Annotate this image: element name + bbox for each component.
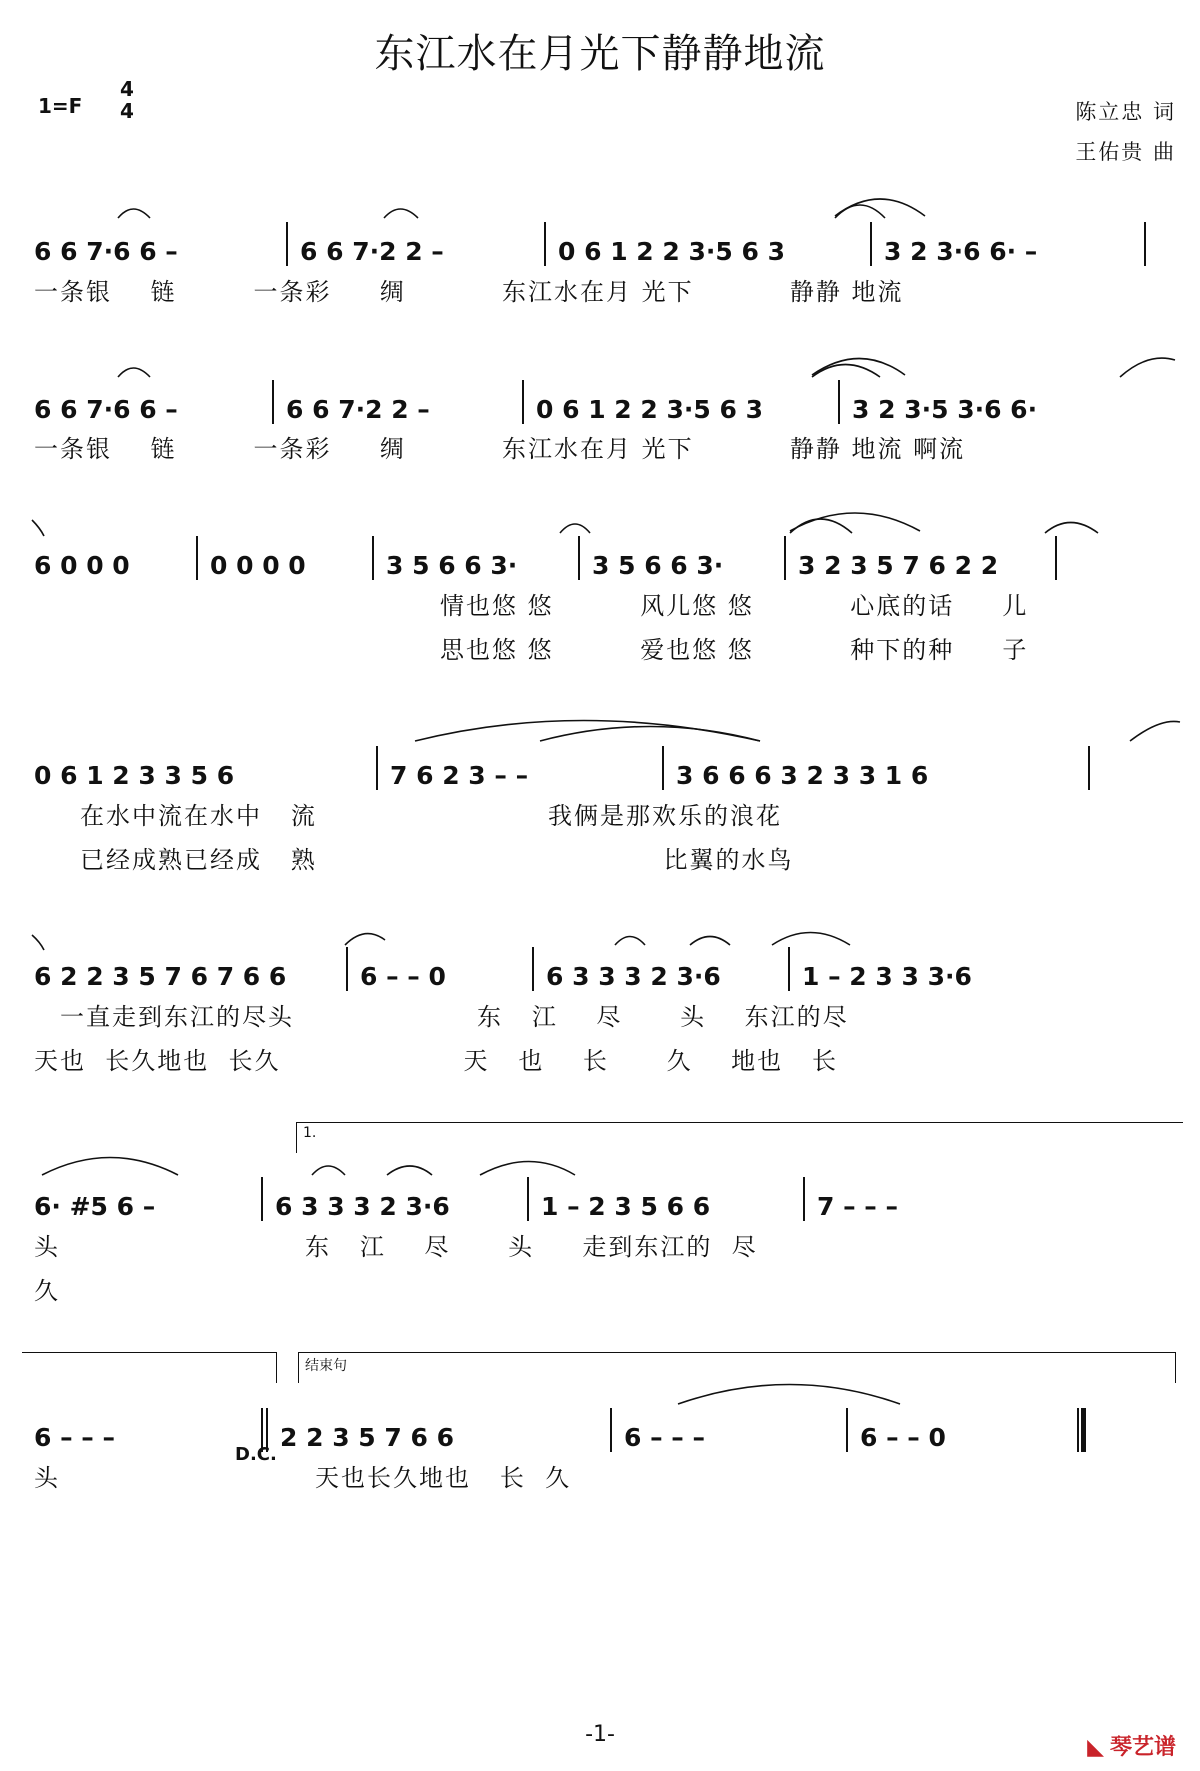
slur [835, 199, 925, 216]
measure: 0 6 1 2 2 3·5 6 3 [558, 237, 785, 266]
barline [803, 1177, 805, 1221]
slur [615, 937, 645, 946]
measure: 6 – – 0 [860, 1423, 946, 1452]
lyric-line: 头 [34, 1464, 60, 1492]
lyric-line: 头 [34, 1233, 60, 1261]
barline [196, 536, 198, 580]
slur [480, 1162, 575, 1176]
lyric-line: 在水中流在水中 流 我俩是那欢乐的浪花 [80, 802, 782, 830]
measure: 0 0 0 0 [210, 551, 306, 580]
slur [312, 1166, 345, 1175]
slur [790, 513, 920, 531]
barline [662, 746, 664, 790]
measure: 6 6 7·2 2 – [286, 395, 430, 424]
slur [772, 933, 850, 946]
slur [32, 520, 44, 536]
measure: 6 6 7·6 6 – [34, 395, 178, 424]
measure: 0 6 1 2 3 3 5 6 [34, 761, 235, 790]
barline [788, 947, 790, 991]
slur [678, 1385, 900, 1405]
measure: 3 2 3·6 6· – [884, 237, 1038, 266]
lyric-line: 情也悠 悠 风儿悠 悠 心底的话 儿 [440, 592, 1029, 620]
lyric-line: 思也悠 悠 爱也悠 悠 种下的种 子 [440, 636, 1029, 664]
brand-name: 琴艺谱 [1109, 1735, 1176, 1760]
measure: 6 3 3 3 2 3·6 [275, 1192, 450, 1221]
measure: 6· #5 6 – [34, 1192, 156, 1221]
measure: 3 5 6 6 3· [386, 551, 518, 580]
composer: 王佑贵 曲 [1075, 140, 1176, 164]
slur [560, 524, 590, 533]
slur [384, 209, 418, 218]
measure: 7 – – – [817, 1192, 899, 1221]
measure: 6 6 7·2 2 – [300, 237, 444, 266]
slur [540, 727, 760, 742]
barline [846, 1408, 848, 1452]
barline [346, 947, 348, 991]
page-title: 东江水在月光下静静地流 [374, 31, 826, 77]
measure: 6 – – – [624, 1423, 706, 1452]
measure: 6 – – 0 [360, 962, 446, 991]
measure: 6 0 0 0 [34, 551, 130, 580]
page-number: -1- [585, 1722, 615, 1747]
barline [544, 222, 546, 266]
measure: 6 2 2 3 5 7 6 7 6 6 [34, 962, 287, 991]
measure: 3 6 6 6 3 2 3 3 1 6 [676, 761, 929, 790]
key-signature: 1=F [38, 94, 83, 118]
volta-bracket-end [22, 1352, 277, 1383]
barline [522, 380, 524, 424]
measure: 6 3 3 3 2 3·6 [546, 962, 721, 991]
barline [610, 1408, 612, 1452]
slur [387, 1166, 432, 1175]
measure: 7 6 2 3 – – [390, 761, 529, 790]
lyricist: 陈立忠 词 [1075, 100, 1176, 124]
slur [42, 1158, 178, 1176]
barline [532, 947, 534, 991]
barline [1144, 222, 1146, 266]
brand-logo [1087, 1730, 1176, 1761]
score-system-1 [34, 222, 1158, 266]
barline [376, 746, 378, 790]
measure: 6 – – – [34, 1423, 116, 1452]
barline [784, 536, 786, 580]
slur [835, 205, 885, 218]
time-signature-bottom: 4 [120, 99, 134, 123]
dc-marking: D.C. [235, 1444, 277, 1465]
lyric-line: 久 [34, 1277, 60, 1305]
barline [838, 380, 840, 424]
score-system-6 [34, 1177, 982, 1221]
lyric-line: 已经成熟已经成 熟 比翼的水鸟 [80, 846, 794, 874]
volta-bracket-1: 1. [296, 1122, 1183, 1153]
measure: 1 – 2 3 5 6 6 [541, 1192, 711, 1221]
measure: 2 2 3 5 7 6 6 [280, 1423, 454, 1452]
barline [272, 380, 274, 424]
lyric-line: 一条银 链 一条彩 绸 东江水在月 光下 静静 地流 啊流 [34, 435, 966, 463]
final-barline [1077, 1408, 1086, 1452]
score-system-3 [34, 536, 1069, 580]
score-system-5 [34, 947, 1052, 991]
lyric-line: 东 江 尽 头 走到东江的 尽 [305, 1233, 758, 1261]
measure: 3 2 3 5 7 6 2 2 [798, 551, 999, 580]
measure: 1 – 2 3 3 3·6 [802, 962, 972, 991]
score-system-4 [34, 746, 1102, 790]
barline [1055, 536, 1057, 580]
barline [527, 1177, 529, 1221]
time-signature [118, 78, 136, 122]
slur [790, 519, 852, 533]
slur [812, 359, 905, 376]
slur [1120, 358, 1175, 377]
time-signature-top: 4 [120, 77, 134, 101]
slur [1045, 523, 1098, 534]
ending-bracket: 结束句 [298, 1352, 1176, 1383]
measure: 0 6 1 2 2 3·5 6 3 [536, 395, 763, 424]
barline [286, 222, 288, 266]
slur [345, 934, 385, 945]
barline [870, 222, 872, 266]
lyric-line: 一直走到东江的尽头 东 江 尽 头 东江的尽 [60, 1003, 849, 1031]
slur [415, 721, 760, 742]
score-system-2 [34, 380, 1132, 424]
measure: 3 5 6 6 3· [592, 551, 724, 580]
slur [812, 365, 880, 378]
lyric-line: 一条银 链 一条彩 绸 东江水在月 光下 静静 地流 [34, 278, 904, 306]
score-system-7 [34, 1408, 1098, 1452]
barline [372, 536, 374, 580]
barline [1088, 746, 1090, 790]
measure: 3 2 3·5 3·6 6· [852, 395, 1038, 424]
lyric-line: 天也长久地也 长 久 [315, 1464, 572, 1492]
slur [118, 368, 150, 377]
barline [261, 1177, 263, 1221]
measure: 6 6 7·6 6 – [34, 237, 178, 266]
slur [690, 937, 730, 946]
lyric-line: 天也 长久地也 长久 天 也 长 久 地也 长 [34, 1047, 839, 1075]
slur [1130, 721, 1180, 741]
brand-logo-icon: ◣ [1087, 1735, 1104, 1760]
slur [118, 209, 150, 218]
barline [578, 536, 580, 580]
